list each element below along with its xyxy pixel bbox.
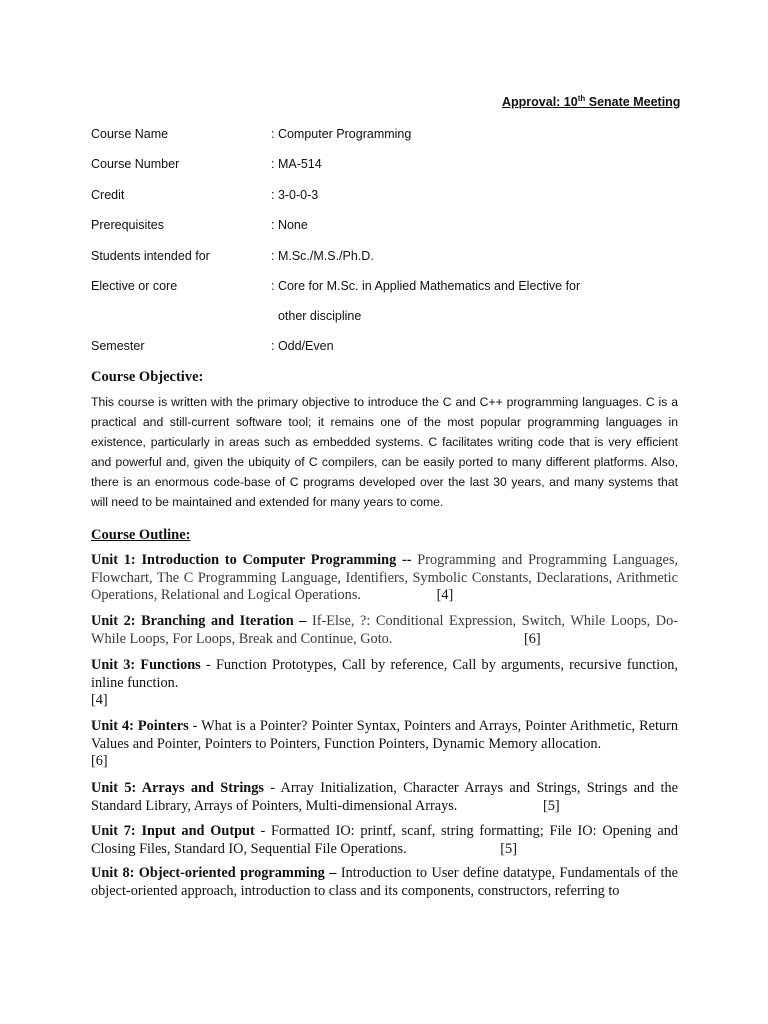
info-label: Students intended for xyxy=(91,249,210,263)
info-value: : M.Sc./M.S./Ph.D. xyxy=(271,249,374,263)
unit-title: Unit 5: Arrays and Strings xyxy=(91,780,264,796)
unit-hours: [5] xyxy=(542,797,560,814)
info-label: Semester xyxy=(91,339,145,353)
unit-title: Unit 3: Functions xyxy=(91,657,201,673)
unit-5 xyxy=(91,780,678,815)
unit-hours: [4] xyxy=(91,692,108,709)
unit-3 xyxy=(91,657,678,710)
unit-description: Introduction to User define datatype, Fundamentals of the object-oriented approach, introduction to class and its components, constructors, referring to xyxy=(91,865,678,899)
unit-8 xyxy=(91,865,678,900)
outline-heading: Course Outline: xyxy=(91,527,191,543)
unit-title: Unit 2: Branching and Iteration – xyxy=(91,613,307,629)
unit-title: Unit 8: Object-oriented programming – xyxy=(91,865,337,881)
unit-description: - Formatted IO: printf, scanf, string formatting; File IO: Opening and Closing Files, Standard IO, Sequential File Operations. xyxy=(91,823,678,857)
unit-title: Unit 1: Introduction to Computer Programming -- xyxy=(91,552,412,568)
info-value: : Computer Programming xyxy=(271,127,412,141)
unit-title: Unit 4: Pointers xyxy=(91,718,189,734)
info-value: : MA-514 xyxy=(271,157,322,171)
unit-title: Unit 7: Input and Output xyxy=(91,823,255,839)
info-value: : 3-0-0-3 xyxy=(271,188,319,202)
unit-description: - Array Initialization, Character Arrays and Strings, Strings and the Standard Library, Arrays of Pointers, Multi-dimensional Arrays. xyxy=(91,780,678,814)
info-label: Credit xyxy=(91,188,125,202)
info-value: : Core for M.Sc. in Applied Mathematics and Elective for xyxy=(271,279,581,293)
unit-description: - Function Prototypes, Call by reference, Call by arguments, recursive function, inline function. xyxy=(91,657,678,691)
unit-2 xyxy=(91,613,678,648)
unit-7 xyxy=(91,823,678,858)
approval-suffix: Senate Meeting xyxy=(585,95,681,110)
unit-hours: [5] xyxy=(500,840,517,857)
info-value: : Odd/Even xyxy=(271,339,334,353)
objective-body: This course is written with the primary objective to introduce the C and C++ programming languages. C is a practical and still-current software tool; it remains one of the most popular programming languages in existence, particularly in areas such as embedded systems. C facilitates writing code that is very efficient and powerful and, given the ubiquity of C compilers, can be easily ported to many different platforms. Also, there is an enormous code-base of C programs developed over the last 30 years, and many systems that will need to be maintained and extended for many years to come. xyxy=(91,395,678,509)
unit-hours: [6] xyxy=(91,753,108,770)
info-value: other discipline xyxy=(271,309,362,323)
unit-description: If-Else, ?: Conditional Expression, Switch, While Loops, Do-While Loops, For Loops, Break and Continue, Goto. xyxy=(91,613,678,647)
approval-superscript: th xyxy=(577,94,586,103)
unit-4 xyxy=(91,718,678,771)
info-label: Elective or core xyxy=(91,279,178,293)
info-label: Course Name xyxy=(91,127,169,141)
info-label: Prerequisites xyxy=(91,218,164,232)
approval-prefix: Approval: 10 xyxy=(502,95,578,110)
info-value: : None xyxy=(271,218,308,232)
unit-hours: [6] xyxy=(523,630,541,647)
approval-line xyxy=(502,94,680,109)
unit-description: Programming and Programming Languages, Flowchart, The C Programming Language, Identifiers, Symbolic Constants, Declarations, Arithmetic Operations, Relational and Logical Operations. xyxy=(91,552,678,604)
objective-heading: Course Objective: xyxy=(91,369,204,385)
unit-1 xyxy=(91,552,678,605)
unit-hours: [4] xyxy=(436,587,454,604)
info-label: Course Number xyxy=(91,157,180,171)
unit-description: - What is a Pointer? Pointer Syntax, Pointers and Arrays, Pointer Arithmetic, Return Values and Pointer, Pointers to Pointers, Function Pointers, Dynamic Memory allocation. xyxy=(91,718,679,752)
